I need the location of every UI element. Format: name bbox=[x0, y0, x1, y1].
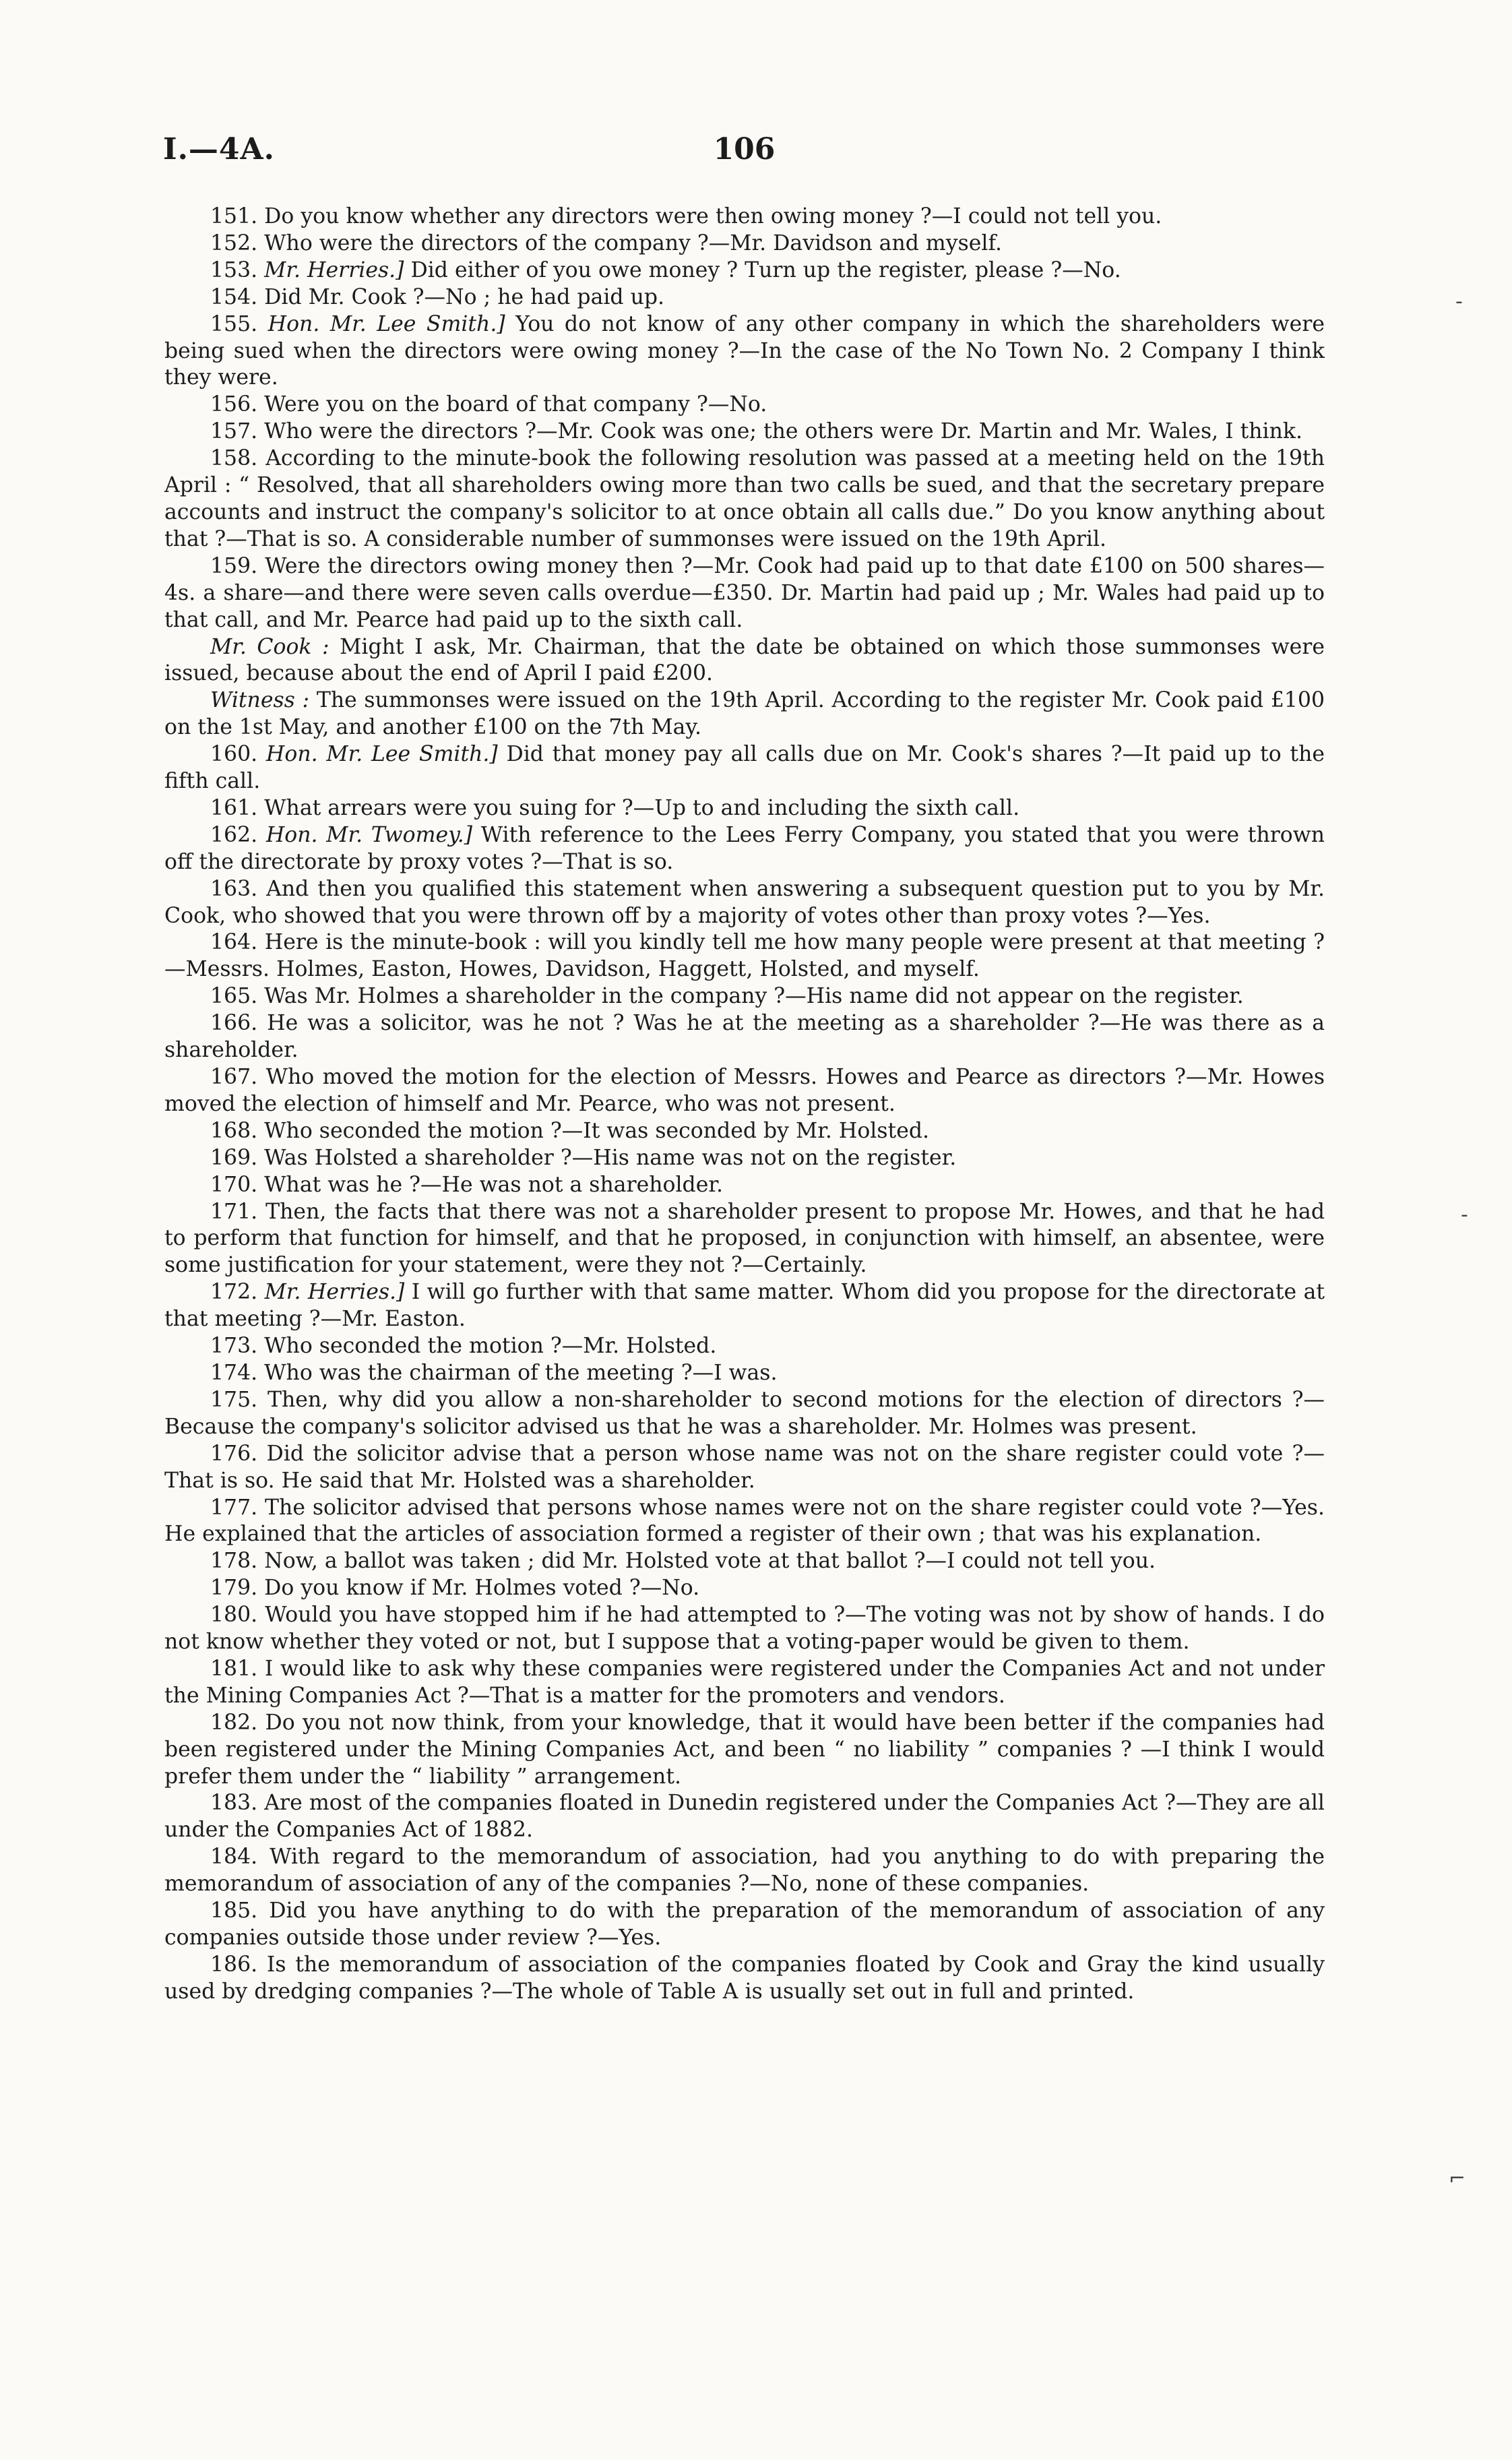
question-paragraph bbox=[164, 1575, 1325, 1602]
paragraph-text: You do not know of any other company in which the shareholders were being sued when the directors were owing money ?—In the case of the No Town No. 2 Company I think they were. bbox=[164, 311, 1325, 390]
speaker-name: Hon. Mr. Twomey.] bbox=[265, 822, 473, 847]
paragraph-text: Did that money pay all calls due on Mr. Cook's shares ?—It paid up to the fifth call. bbox=[164, 742, 1325, 794]
question-number: 176. bbox=[210, 1441, 258, 1466]
question-number: 172. bbox=[210, 1280, 258, 1305]
question-paragraph bbox=[164, 1441, 1325, 1495]
question-number: 151. bbox=[210, 204, 258, 228]
question-paragraph bbox=[164, 1387, 1325, 1441]
paragraph-text: Did you have anything to do with the preparation of the memorandum of association of any companies outside those under review ?—Yes. bbox=[164, 1899, 1325, 1950]
question-paragraph bbox=[164, 1360, 1325, 1387]
question-paragraph bbox=[164, 1145, 1325, 1172]
question-paragraph bbox=[164, 983, 1325, 1010]
paragraph-text: I will go further with that same matter. Whom did you propose for the directorate at that meeting ?—Mr. Easton. bbox=[164, 1280, 1325, 1332]
question-number: 173. bbox=[210, 1334, 258, 1359]
paragraph-text: Was Holsted a shareholder ?—His name was not on the register. bbox=[264, 1145, 957, 1170]
paragraph-text: Do you know if Mr. Holmes voted ?—No. bbox=[264, 1576, 700, 1601]
question-paragraph bbox=[164, 1333, 1325, 1360]
question-paragraph bbox=[164, 204, 1325, 230]
question-number: 155. bbox=[210, 311, 258, 336]
paragraph-text: Who moved the motion for the election of Messrs. Howes and Pearce as directors ?—Mr. Howes moved the election of himself and Mr. Pearce, who was not present. bbox=[164, 1065, 1325, 1116]
margin-tick-mark: ⌐ bbox=[1449, 2167, 1466, 2190]
question-paragraph bbox=[164, 1844, 1325, 1898]
paragraph-text: According to the minute-book the following resolution was passed at a meeting held on the 19th April : “ Resolved, that all shareholders owing more than two calls be sued, and that the secretary prepare accounts and instruct the company's solicitor to at once obtain all calls due.” Do you know anything about that ?—That is so. A considerable number of summonses were issued on the 19th April. bbox=[164, 446, 1325, 551]
margin-tick-mark: ‐ bbox=[1461, 1203, 1468, 1227]
paragraph-text: With regard to the memorandum of association, had you anything to do with preparing the memorandum of association of any of the companies ?—No, none of these companies. bbox=[164, 1845, 1325, 1897]
page-number: 106 bbox=[713, 132, 776, 166]
question-paragraph bbox=[164, 419, 1325, 445]
question-number: 177. bbox=[210, 1495, 258, 1520]
question-number: 165. bbox=[210, 984, 258, 1009]
question-paragraph bbox=[164, 1064, 1325, 1118]
question-paragraph bbox=[164, 553, 1325, 634]
speaker-name: Hon. Mr. Lee Smith.] bbox=[267, 311, 505, 336]
page-reference: I.—4A. bbox=[163, 132, 275, 166]
question-paragraph bbox=[164, 634, 1325, 688]
question-paragraph bbox=[164, 445, 1325, 553]
paragraph-text: The solicitor advised that persons whose names were not on the share register could vote ?—Yes. He explained that the articles of association formed a register of their own ; that was his explanation. bbox=[164, 1495, 1325, 1547]
question-paragraph bbox=[164, 1010, 1325, 1064]
question-number: 166. bbox=[210, 1011, 258, 1036]
paragraph-text: Was Mr. Holmes a shareholder in the company ?—His name did not appear on the register. bbox=[264, 984, 1244, 1009]
question-number: 185. bbox=[210, 1899, 258, 1924]
paragraph-text: Then, the facts that there was not a shareholder present to propose Mr. Howes, and that he had to perform that function for himself, and that he proposed, in conjunction with himself, an absentee, were some justification for your statement, were they not ?—Certainly. bbox=[164, 1199, 1325, 1278]
question-paragraph bbox=[164, 822, 1325, 876]
speaker-name: Witness : bbox=[210, 688, 310, 713]
paragraph-text: Are most of the companies floated in Dunedin registered under the Companies Act ?—They are all under the Companies Act of 1882. bbox=[164, 1791, 1325, 1843]
paragraph-text: Would you have stopped him if he had attempted to ?—The voting was not by show of hands. I do not know whether they voted or not, but I suppose that a voting-paper would be given to them. bbox=[164, 1603, 1325, 1655]
paragraph-text: Do you not now think, from your knowledge, that it would have been better if the companies had been registered under the Mining Companies Act, and been “ no liability ” companies ? —I think I would prefer them under the “ liability ” arrangement. bbox=[164, 1710, 1325, 1789]
question-number: 184. bbox=[210, 1845, 258, 1870]
paragraph-text: Now, a ballot was taken ; did Mr. Holsted vote at that ballot ?—I could not tell you. bbox=[264, 1549, 1156, 1574]
question-number: 163. bbox=[210, 876, 258, 901]
speaker-name: Mr. Herries.] bbox=[264, 257, 404, 282]
question-number: 169. bbox=[210, 1145, 258, 1170]
speaker-name: Mr. Cook : bbox=[210, 634, 329, 659]
paragraph-text: The summonses were issued on the 19th April. According to the register Mr. Cook paid £100 on the 1st May, and another £100 on the 7th May. bbox=[164, 688, 1325, 740]
paragraph-text: What was he ?—He was not a shareholder. bbox=[264, 1172, 723, 1197]
paragraph-text: He was a solicitor, was he not ? Was he at the meeting as a shareholder ?—He was there as a shareholder. bbox=[164, 1011, 1325, 1063]
question-number: 161. bbox=[210, 795, 258, 820]
paragraph-text: Then, why did you allow a non-shareholder to second motions for the election of directors ?—Because the company's solicitor advised us that he was a shareholder. Mr. Holmes was present. bbox=[164, 1387, 1325, 1439]
question-number: 158. bbox=[210, 446, 258, 471]
paragraph-text: Were you on the board of that company ?—No. bbox=[264, 392, 767, 417]
paragraph-text: I would like to ask why these companies were registered under the Companies Act and not under the Mining Companies Act ?—That is a matter for the promoters and vendors. bbox=[164, 1656, 1325, 1708]
speaker-name: Mr. Herries.] bbox=[264, 1280, 405, 1305]
question-paragraph bbox=[164, 1118, 1325, 1145]
paragraph-text: Were the directors owing money then ?—Mr. Cook had paid up to that date £100 on 500 shares—4s. a share—and there were seven calls overdue—£350. Dr. Martin had paid up ; Mr. Wales had paid up to that call, and Mr. Pearce had paid up to the sixth call. bbox=[164, 553, 1325, 632]
question-paragraph bbox=[164, 1199, 1325, 1280]
question-paragraph bbox=[164, 1548, 1325, 1575]
question-number: 164. bbox=[210, 930, 258, 955]
question-paragraph bbox=[164, 1172, 1325, 1199]
question-number: 159. bbox=[210, 553, 258, 578]
question-number: 174. bbox=[210, 1360, 258, 1385]
question-number: 156. bbox=[210, 392, 258, 417]
question-number: 153. bbox=[210, 257, 258, 282]
paragraph-text: Who were the directors of the company ?—Mr. Davidson and myself. bbox=[264, 230, 1003, 255]
paragraph-text: And then you qualified this statement when answering a subsequent question put to you by Mr. Cook, who showed that you were thrown off by a majority of votes other than proxy votes ?—Yes. bbox=[164, 876, 1325, 928]
paragraph-text: With reference to the Lees Ferry Company, you stated that you were thrown off the directorate by proxy votes ?—That is so. bbox=[164, 822, 1325, 874]
question-paragraph bbox=[164, 392, 1325, 419]
paragraph-text: Who seconded the motion ?—Mr. Holsted. bbox=[264, 1334, 717, 1359]
question-number: 152. bbox=[210, 230, 258, 255]
testimony-body bbox=[164, 204, 1325, 2006]
question-paragraph bbox=[164, 741, 1325, 795]
question-number: 181. bbox=[210, 1656, 258, 1681]
question-number: 154. bbox=[210, 284, 258, 309]
question-number: 180. bbox=[210, 1603, 258, 1628]
question-number: 157. bbox=[210, 419, 258, 444]
question-number: 182. bbox=[210, 1710, 258, 1735]
paragraph-text: Here is the minute-book : will you kindly tell me how many people were present at that meeting ?—Messrs. Holmes, Easton, Howes, Davidson, Haggett, Holsted, and myself. bbox=[164, 930, 1325, 982]
question-number: 168. bbox=[210, 1118, 258, 1143]
question-number: 170. bbox=[210, 1172, 258, 1197]
speaker-name: Hon. Mr. Lee Smith.] bbox=[265, 742, 498, 767]
question-number: 162. bbox=[210, 822, 258, 847]
question-paragraph bbox=[164, 284, 1325, 311]
margin-tick-mark: ‐ bbox=[1455, 290, 1463, 313]
question-number: 186. bbox=[210, 1952, 258, 1977]
question-number: 167. bbox=[210, 1065, 258, 1089]
paragraph-text: What arrears were you suing for ?—Up to and including the sixth call. bbox=[264, 795, 1020, 820]
question-number: 178. bbox=[210, 1549, 258, 1574]
question-paragraph bbox=[164, 1790, 1325, 1844]
question-paragraph bbox=[164, 795, 1325, 822]
question-paragraph bbox=[164, 929, 1325, 983]
paragraph-text: Did either of you owe money ? Turn up the register, please ?—No. bbox=[410, 257, 1121, 282]
question-paragraph bbox=[164, 1279, 1325, 1333]
paragraph-text: Who were the directors ?—Mr. Cook was one; the others were Dr. Martin and Mr. Wales, I think. bbox=[264, 419, 1303, 444]
question-paragraph bbox=[164, 311, 1325, 392]
question-paragraph bbox=[164, 876, 1325, 930]
question-paragraph bbox=[164, 1952, 1325, 2006]
question-number: 179. bbox=[210, 1576, 258, 1601]
question-number: 160. bbox=[210, 742, 258, 767]
paragraph-text: Is the memorandum of association of the companies floated by Cook and Gray the kind usually used by dredging companies ?—The whole of Table A is usually set out in full and printed. bbox=[164, 1952, 1325, 2004]
question-paragraph bbox=[164, 687, 1325, 741]
question-paragraph bbox=[164, 230, 1325, 257]
question-paragraph bbox=[164, 1898, 1325, 1952]
paragraph-text: Who was the chairman of the meeting ?—I was. bbox=[264, 1360, 778, 1385]
question-number: 183. bbox=[210, 1791, 258, 1816]
paragraph-text: Might I ask, Mr. Chairman, that the date be obtained on which those summonses were issued, because about the end of April I paid £200. bbox=[164, 634, 1325, 686]
paragraph-text: Did the solicitor advise that a person whose name was not on the share register could vote ?—That is so. He said that Mr. Holsted was a shareholder. bbox=[164, 1441, 1325, 1493]
question-paragraph bbox=[164, 1710, 1325, 1791]
question-paragraph bbox=[164, 257, 1325, 284]
question-number: 175. bbox=[210, 1387, 258, 1412]
page-header bbox=[156, 132, 1332, 179]
paragraph-text: Who seconded the motion ?—It was seconded by Mr. Holsted. bbox=[264, 1118, 930, 1143]
question-paragraph bbox=[164, 1656, 1325, 1710]
question-number: 171. bbox=[210, 1199, 258, 1224]
question-paragraph bbox=[164, 1495, 1325, 1549]
paragraph-text: Do you know whether any directors were then owing money ?—I could not tell you. bbox=[264, 204, 1162, 228]
question-paragraph bbox=[164, 1602, 1325, 1656]
paragraph-text: Did Mr. Cook ?—No ; he had paid up. bbox=[264, 284, 665, 309]
